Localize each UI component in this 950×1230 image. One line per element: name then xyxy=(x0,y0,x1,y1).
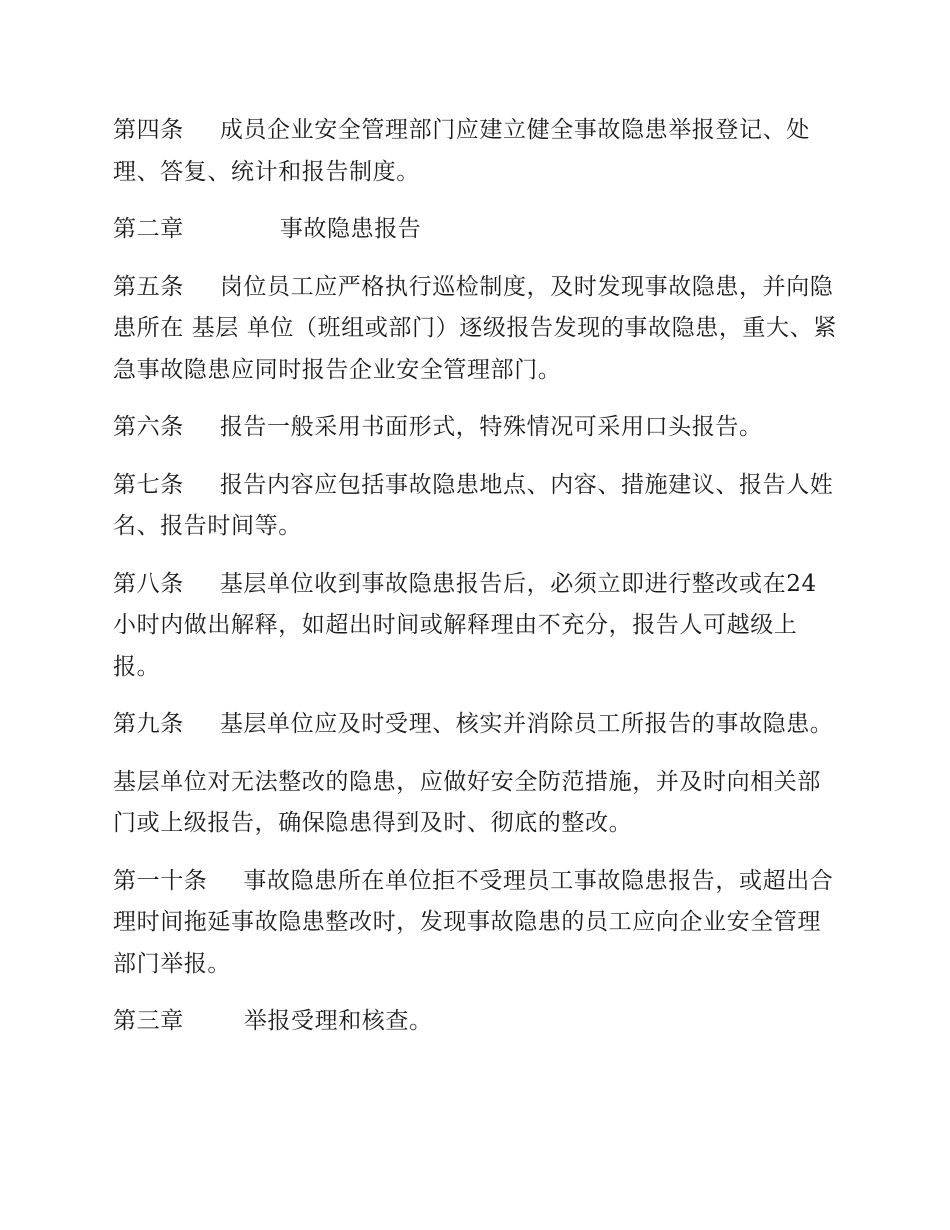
article-label: 第一十条 xyxy=(113,867,208,894)
chapter-3-heading xyxy=(113,1001,838,1043)
article-9-continued xyxy=(113,762,838,845)
article-6 xyxy=(113,407,838,449)
article-7 xyxy=(113,465,838,548)
document-body xyxy=(113,110,838,1059)
article-9 xyxy=(113,704,838,746)
article-text: 岗位员工应严格执行巡检制度，及时发现事故隐患，并向隐患所在 基层 单位（班组或部门）逐级报告发现的事故隐患，重大、紧急事故隐患应同时报告企业安全管理部门。 xyxy=(113,273,837,383)
chapter-label: 第三章 xyxy=(113,1008,184,1034)
chapter-label: 第二章 xyxy=(113,216,184,242)
paragraph-text: 基层单位对无法整改的隐患，应做好安全防范措施，并及时向相关部门或上级报告，确保隐患得到及时、彻底的整改。 xyxy=(113,768,821,836)
article-label: 第五条 xyxy=(113,273,184,300)
article-label: 第四条 xyxy=(113,117,184,143)
article-text: 事故隐患所在单位拒不受理员工事故隐患报告，或超出合理时间拖延事故隐患整改时，发现事故隐患的员工应向企业安全管理部门举报。 xyxy=(113,867,834,977)
article-8 xyxy=(113,564,838,689)
article-text: 基层单位收到事故隐患报告后，必须立即进行整改或在24 小时内做出解释，如超出时间或解释理由不充分，报告人可越级上报。 xyxy=(113,570,817,680)
chapter-title: 事故隐患报告 xyxy=(279,216,422,242)
article-5 xyxy=(113,267,838,392)
chapter-title: 举报受理和核查。 xyxy=(243,1008,433,1034)
chapter-2-heading xyxy=(113,209,838,251)
article-text: 基层单位应及时受理、核实并消除员工所报告的事故隐患。 xyxy=(219,711,834,737)
article-label: 第九条 xyxy=(113,711,184,737)
article-label: 第八条 xyxy=(113,570,184,597)
article-text: 报告内容应包括事故隐患地点、内容、措施建议、报告人姓名、报告时间等。 xyxy=(113,471,834,539)
article-label: 第七条 xyxy=(113,471,184,498)
article-10 xyxy=(113,861,838,986)
article-text: 报告一般采用书面形式，特殊情况可采用口头报告。 xyxy=(219,414,763,440)
article-4 xyxy=(113,110,838,193)
article-label: 第六条 xyxy=(113,414,184,440)
article-text: 成员企业安全管理部门应建立健全事故隐患举报登记、处理、答复、统计和报告制度。 xyxy=(113,117,810,185)
